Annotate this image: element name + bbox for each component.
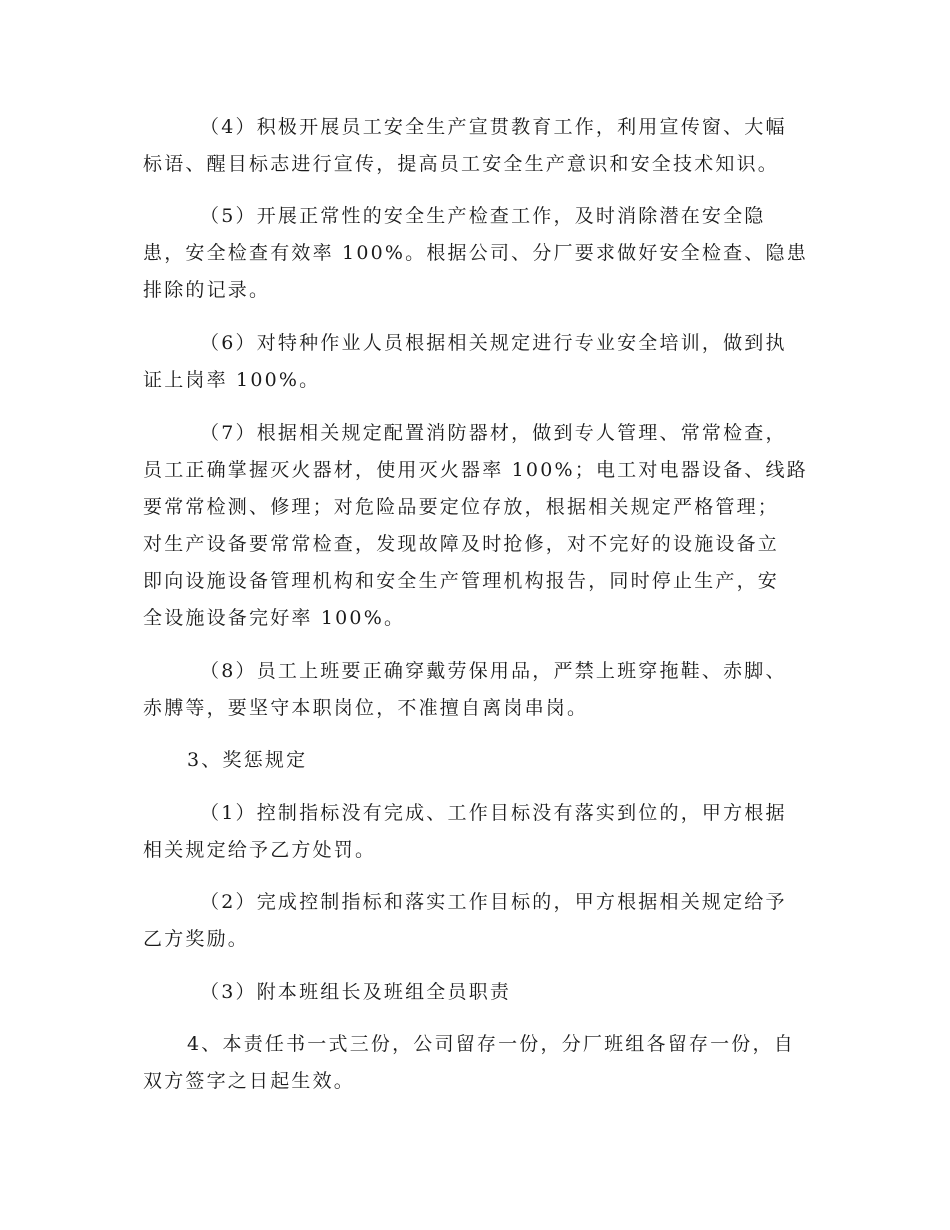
section-4-line-2: 双方签字之日起生效。 bbox=[143, 1070, 356, 1092]
paragraph-8-line-1: （8）员工上班要正确穿戴劳保用品，严禁上班穿拖鞋、赤脚、 bbox=[200, 660, 787, 682]
paragraph-7-line-2: 员工正确掌握灭火器材，使用灭火器率 100%；电工对电器设备、线路 bbox=[143, 459, 808, 481]
paragraph-7-line-1: （7）根据相关规定配置消防器材，做到专人管理、常常检查， bbox=[200, 422, 787, 444]
paragraph-7-line-6: 全设施设备完好率 100%。 bbox=[143, 607, 406, 629]
paragraph-8-line-2: 赤膊等，要坚守本职岗位，不准擅自离岗串岗。 bbox=[143, 697, 589, 719]
rule-3-line-1: （3）附本班组长及班组全员职责 bbox=[200, 981, 512, 1003]
paragraph-5-line-2: 患，安全检查有效率 100%。根据公司、分厂要求做好安全检查、隐患 bbox=[143, 242, 808, 264]
paragraph-7-line-4: 对生产设备要常常检查，发现故障及时抢修，对不完好的设施设备立 bbox=[143, 533, 780, 555]
paragraph-7-line-5: 即向设施设备管理机构和安全生产管理机构报告，同时停止生产，安 bbox=[143, 570, 780, 592]
rule-2-line-2: 乙方奖励。 bbox=[143, 928, 250, 950]
section-4-line-1: 4、本责任书一式三份，公司留存一份，分厂班组各留存一份，自 bbox=[187, 1033, 795, 1055]
paragraph-4-line-2: 标语、醒目标志进行宣传，提高员工安全生产意识和安全技术知识。 bbox=[143, 153, 780, 175]
paragraph-4-line-1: （4）积极开展员工安全生产宣贯教育工作，利用宣传窗、大幅 bbox=[200, 116, 787, 138]
paragraph-5-line-1: （5）开展正常性的安全生产检查工作，及时消除潜在安全隐 bbox=[200, 205, 766, 227]
rule-1-line-1: （1）控制指标没有完成、工作目标没有落实到位的，甲方根据 bbox=[200, 802, 787, 824]
paragraph-7-line-3: 要常常检测、修理；对危险品要定位存放，根据相关规定严格管理； bbox=[143, 496, 780, 518]
section-3-heading: 3、奖惩规定 bbox=[187, 749, 308, 771]
paragraph-6-line-1: （6）对特种作业人员根据相关规定进行专业安全培训，做到执 bbox=[200, 332, 787, 354]
rule-1-line-2: 相关规定给予乙方处罚。 bbox=[143, 839, 377, 861]
paragraph-6-line-2: 证上岗率 100%。 bbox=[143, 369, 321, 391]
paragraph-5-line-3: 排除的记录。 bbox=[143, 279, 271, 301]
rule-2-line-1: （2）完成控制指标和落实工作目标的，甲方根据相关规定给予 bbox=[200, 891, 787, 913]
